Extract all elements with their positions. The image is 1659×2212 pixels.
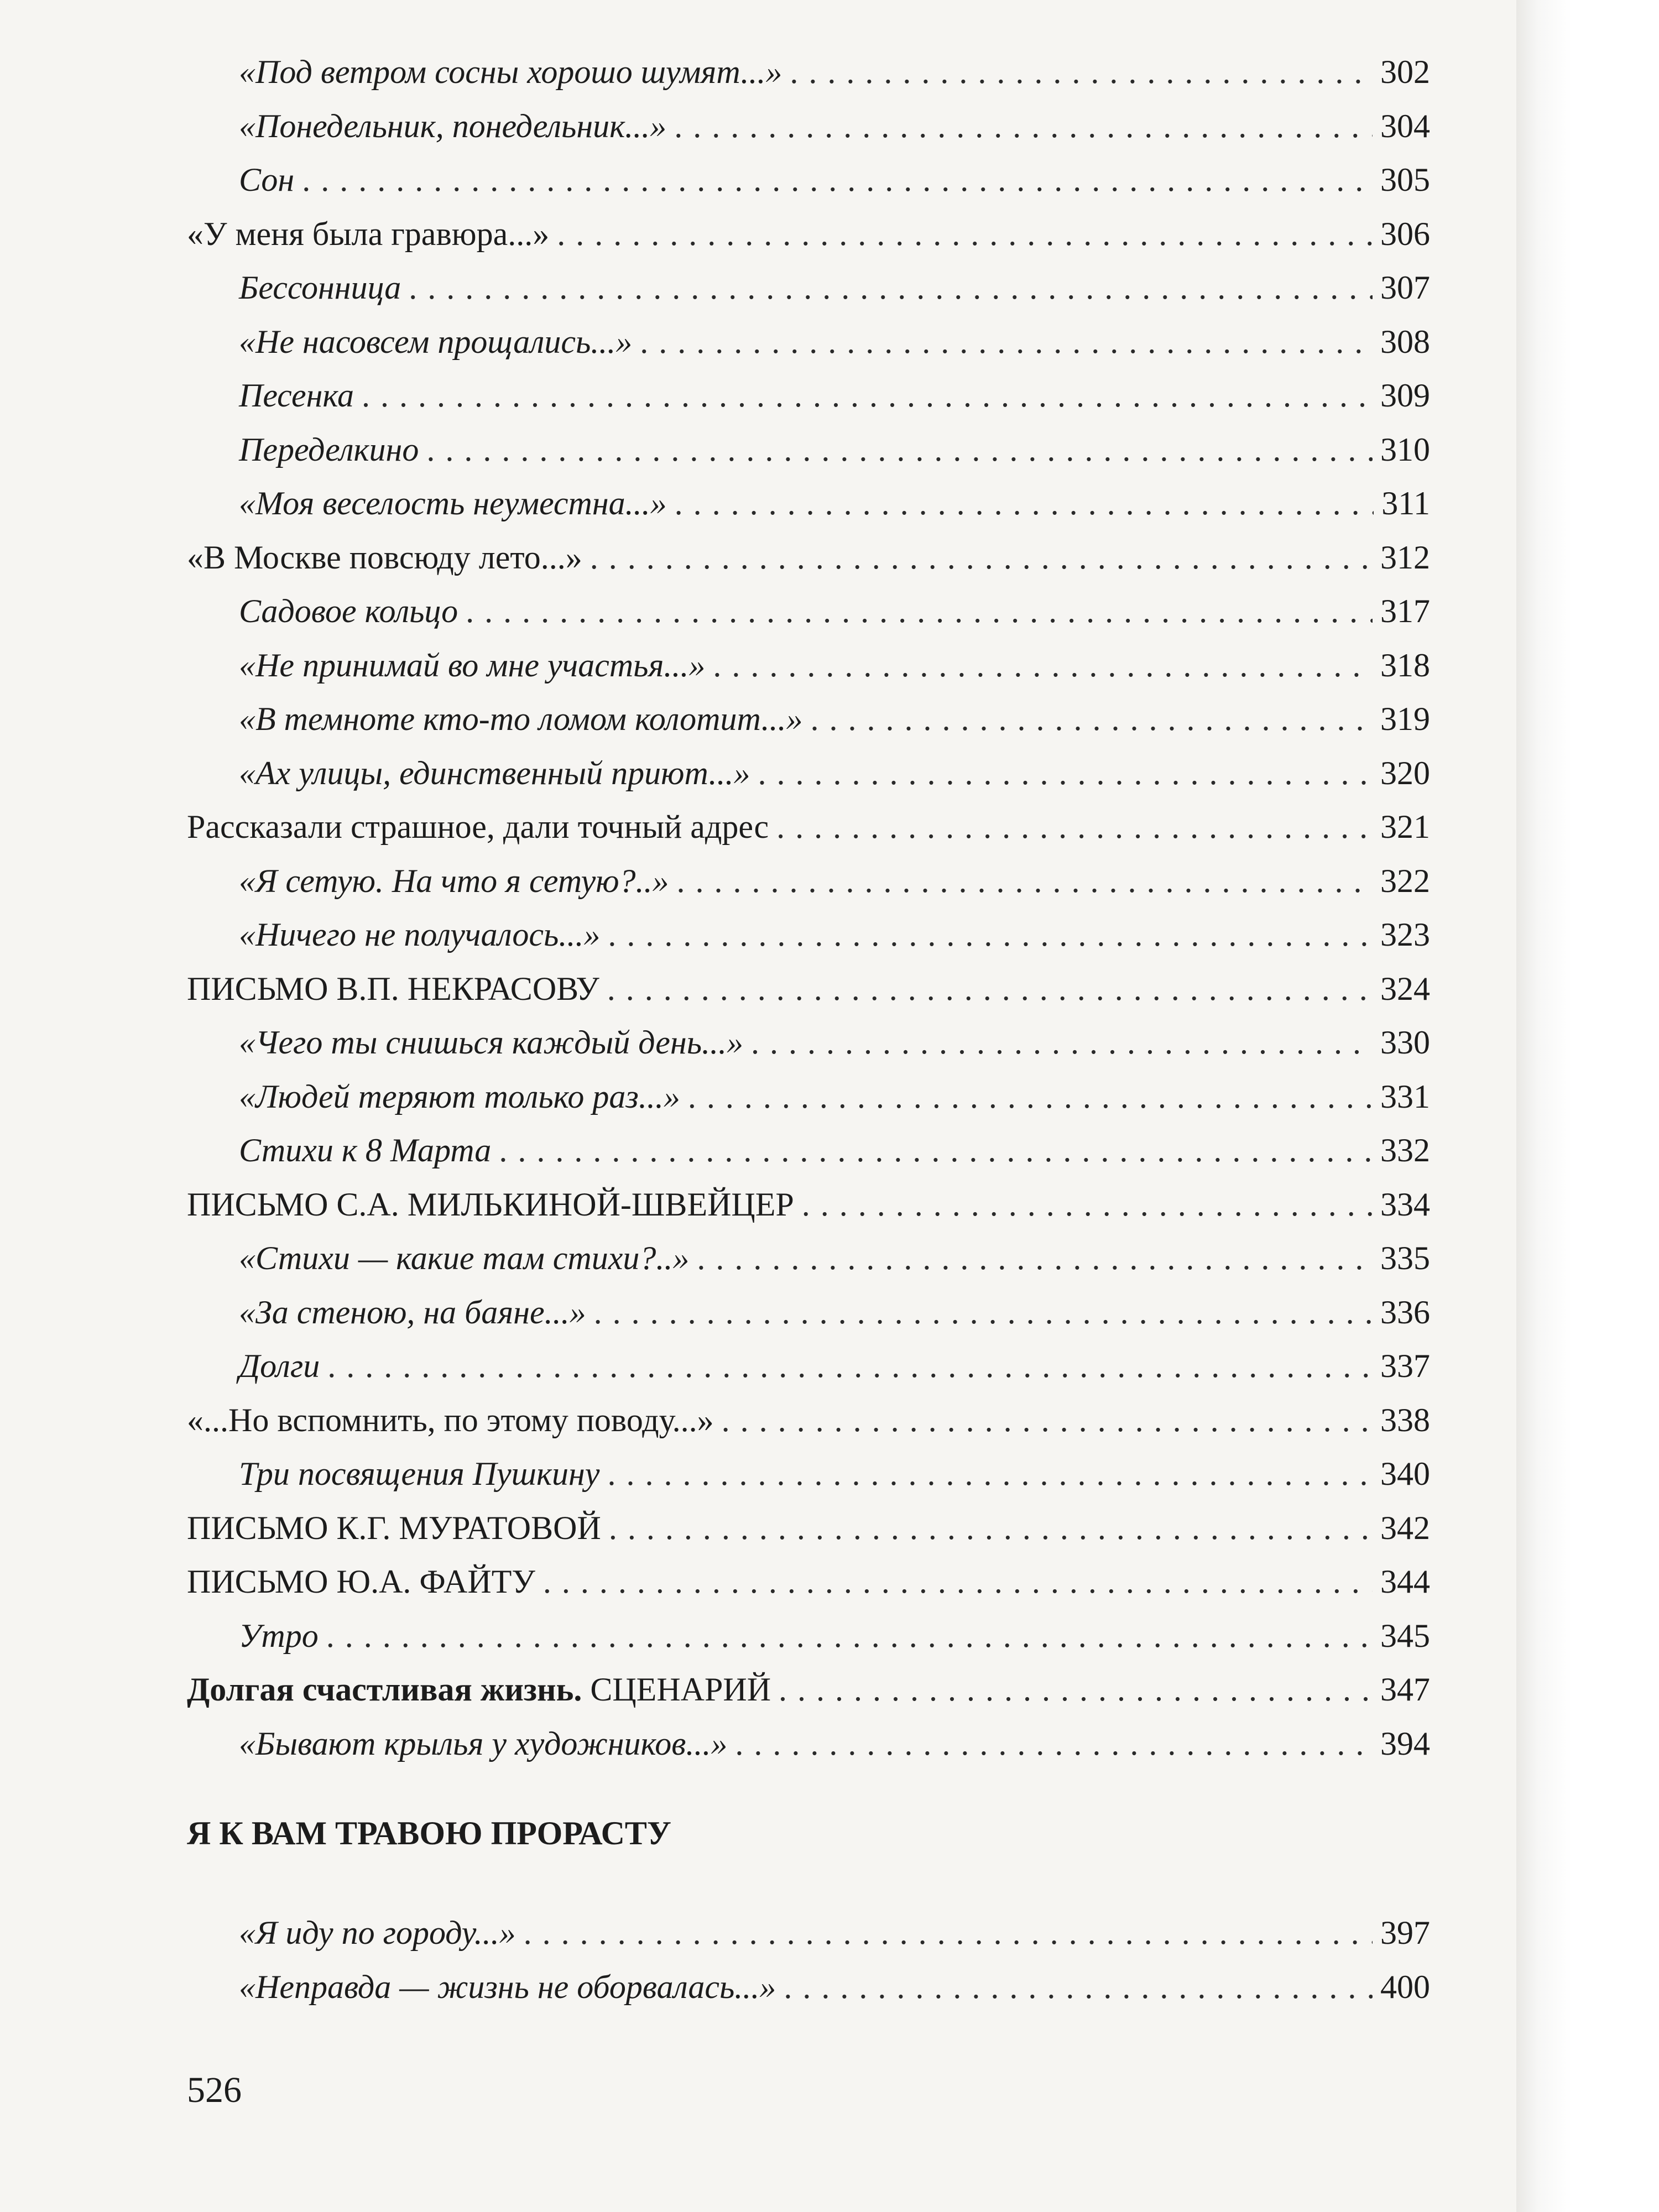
toc-entry — [187, 1559, 1430, 1604]
toc-entry — [239, 1020, 1430, 1065]
toc-entry — [239, 1911, 1430, 1955]
toc-entry-page: 307 — [1380, 269, 1430, 306]
toc-entry — [239, 751, 1430, 795]
toc-entry — [239, 697, 1430, 741]
toc-entry-page: 320 — [1380, 755, 1430, 791]
toc-entry-page: 332 — [1380, 1132, 1430, 1168]
toc-entry — [239, 643, 1430, 687]
toc-entry-title: Садовое кольцо — [239, 593, 458, 629]
toc-entry — [239, 1965, 1430, 2009]
dot-leader — [735, 1721, 1373, 1766]
toc-entry-title-rest: СЦЕНАРИЙ — [582, 1671, 771, 1708]
toc-entry-page: 323 — [1380, 916, 1430, 953]
toc-entry — [239, 373, 1430, 418]
toc-entry — [239, 104, 1430, 148]
toc-entry — [187, 1182, 1430, 1227]
toc-entry-title: «Моя веселость неуместна...» — [239, 485, 667, 521]
toc-entry — [239, 320, 1430, 364]
toc-entry-title-bold: Долгая счастливая жизнь. — [187, 1671, 582, 1708]
toc-entry-title: «Не насовсем прощались...» — [239, 324, 633, 360]
toc-entry-title — [187, 1667, 771, 1712]
toc-entry-page: 335 — [1380, 1240, 1430, 1276]
toc-entry — [239, 1236, 1430, 1280]
toc-entry-title: Бессонница — [239, 269, 401, 306]
toc-entry — [239, 1452, 1430, 1496]
toc-entry — [239, 1344, 1430, 1388]
toc-entry-page: 400 — [1380, 1969, 1430, 2005]
dot-leader — [713, 643, 1373, 687]
toc-entry — [187, 967, 1430, 1011]
toc-entry-page: 308 — [1380, 324, 1430, 360]
toc-entry-page: 322 — [1380, 863, 1430, 899]
toc-entry-title: Песенка — [239, 377, 354, 414]
dot-leader — [594, 1290, 1373, 1334]
toc-entry-title: Утро — [239, 1618, 319, 1654]
toc-entry-title: «Понедельник, понедельник...» — [239, 108, 667, 144]
toc-entry-page: 319 — [1380, 701, 1430, 737]
dot-leader — [608, 912, 1373, 957]
toc-entry — [239, 1721, 1430, 1766]
toc-entry-title: ПИСЬМО Ю.А. ФАЙТУ — [187, 1563, 535, 1600]
toc-entry-title: Рассказали страшное, дали точный адрес — [187, 808, 769, 845]
toc-entry-title: Долги — [239, 1348, 320, 1384]
toc-entry — [239, 158, 1430, 202]
toc-entry-page: 302 — [1380, 54, 1430, 90]
toc-entry-title: «Я иду по городу...» — [239, 1914, 516, 1951]
toc-entry — [239, 481, 1430, 525]
dot-leader — [779, 1667, 1373, 1712]
dot-leader — [543, 1559, 1373, 1604]
toc-entry-title: «Ничего не получалось...» — [239, 916, 601, 953]
toc-entry-page: 324 — [1380, 971, 1430, 1007]
dot-leader — [607, 967, 1373, 1011]
toc-entry — [187, 1667, 1430, 1712]
dot-leader — [675, 481, 1374, 525]
dot-leader — [640, 320, 1373, 364]
toc-entry-page: 318 — [1380, 647, 1430, 684]
toc-entry-title: Сон — [239, 161, 295, 198]
toc-entry-title: ПИСЬМО В.П. НЕКРАСОВУ — [187, 971, 599, 1007]
dot-leader — [790, 50, 1373, 94]
toc-entry-page: 334 — [1380, 1186, 1430, 1223]
dot-leader — [811, 697, 1373, 741]
toc-entry — [239, 589, 1430, 633]
toc-entry-title: «В Москве повсюду лето...» — [187, 539, 582, 576]
toc-entry-page: 321 — [1380, 808, 1430, 845]
dot-leader — [674, 104, 1373, 148]
dot-leader — [524, 1911, 1373, 1955]
toc-entry-title: Переделкино — [239, 431, 419, 468]
toc-entry-title: «Стихи — какие там стихи?..» — [239, 1240, 690, 1276]
toc-entry — [239, 859, 1430, 903]
toc-entry — [239, 912, 1430, 957]
toc-entry-title: «Ах улицы, единственный приют...» — [239, 755, 750, 791]
toc-entry — [239, 1290, 1430, 1334]
toc-entry-page: 309 — [1380, 377, 1430, 414]
dot-leader — [784, 1965, 1373, 2009]
toc-entry — [187, 805, 1430, 849]
toc-entry-page: 311 — [1381, 485, 1430, 521]
toc-entry-title: «Под ветром сосны хорошо шумят...» — [239, 54, 782, 90]
dot-leader — [426, 427, 1373, 472]
dot-leader — [688, 1074, 1373, 1119]
dot-leader — [758, 751, 1373, 795]
toc-entry-page: 317 — [1380, 593, 1430, 629]
toc-entry-title: «Чего ты снишься каждый день...» — [239, 1024, 744, 1061]
toc-entry-page: 340 — [1380, 1455, 1430, 1492]
toc-entry-title: «Бывают крылья у художников...» — [239, 1725, 728, 1762]
toc-entry — [239, 50, 1430, 94]
dot-leader — [697, 1236, 1373, 1280]
toc-entry-page: 310 — [1380, 431, 1430, 468]
toc-entry-page: 394 — [1380, 1725, 1430, 1762]
toc-entry — [239, 1128, 1430, 1172]
toc-entry — [187, 1398, 1430, 1442]
dot-leader — [609, 1506, 1373, 1550]
toc-entry-page: 337 — [1380, 1348, 1430, 1384]
toc-entry-title: «Я сетую. На что я сетую?..» — [239, 863, 669, 899]
dot-leader — [499, 1128, 1373, 1172]
toc-entry-title: «Неправда — жизнь не оборвалась...» — [239, 1969, 776, 2005]
toc-entry-page: 331 — [1380, 1078, 1430, 1115]
toc-entry-title: «В темноте кто-то ломом колотит...» — [239, 701, 803, 737]
dot-leader — [677, 859, 1373, 903]
toc-entry — [239, 1074, 1430, 1119]
dot-leader — [590, 535, 1373, 580]
toc-entry — [239, 1614, 1430, 1658]
toc-entry-page: 306 — [1380, 216, 1430, 252]
dot-leader — [607, 1452, 1373, 1496]
toc-entry-title: «У меня была гравюра...» — [187, 216, 550, 252]
toc-entry-page: 397 — [1380, 1914, 1430, 1951]
toc-entry-page: 304 — [1380, 108, 1430, 144]
dot-leader — [802, 1182, 1373, 1227]
toc-entry-page: 344 — [1380, 1563, 1430, 1600]
dot-leader — [362, 373, 1373, 418]
dot-leader — [409, 265, 1373, 310]
toc-entry-title: Стихи к 8 Марта — [239, 1132, 492, 1168]
toc-entry-title: Три посвящения Пушкину — [239, 1455, 600, 1492]
toc-entry-page: 336 — [1380, 1294, 1430, 1331]
toc-entry — [239, 265, 1430, 310]
toc-entry-page: 330 — [1380, 1024, 1430, 1061]
toc-entry — [187, 535, 1430, 580]
page-number: 526 — [187, 2070, 242, 2110]
toc-entry-title: «За стеною, на баяне...» — [239, 1294, 586, 1331]
dot-leader — [557, 212, 1373, 256]
toc-entry-page: 305 — [1380, 161, 1430, 198]
toc-entry-page: 347 — [1380, 1671, 1430, 1708]
dot-leader — [327, 1344, 1373, 1388]
dot-leader — [776, 805, 1373, 849]
dot-leader — [751, 1020, 1373, 1065]
page-edge-shadow — [1516, 0, 1659, 2212]
toc-entry — [239, 427, 1430, 472]
toc-entry-title: «Людей теряют только раз...» — [239, 1078, 680, 1115]
dot-leader — [722, 1398, 1373, 1442]
toc-entry — [187, 1506, 1430, 1550]
toc-entry-title: «...Но вспомнить, по этому поводу...» — [187, 1402, 714, 1438]
toc-entry-page: 338 — [1380, 1402, 1430, 1438]
toc-entry-title: ПИСЬМО К.Г. МУРАТОВОЙ — [187, 1510, 601, 1546]
toc-entry-page: 345 — [1380, 1618, 1430, 1654]
dot-leader — [326, 1614, 1373, 1658]
toc-entry-page: 312 — [1380, 539, 1430, 576]
dot-leader — [302, 158, 1373, 202]
toc-entry — [187, 212, 1430, 256]
toc-entry-page: 342 — [1380, 1510, 1430, 1546]
section-heading: Я К ВАМ ТРАВОЮ ПРОРАСТУ — [187, 1815, 671, 1851]
toc-entry-title: ПИСЬМО С.А. МИЛЬКИНОЙ-ШВЕЙЦЕР — [187, 1186, 794, 1223]
toc-entry-title: «Не принимай во мне участья...» — [239, 647, 706, 684]
dot-leader — [466, 589, 1373, 633]
